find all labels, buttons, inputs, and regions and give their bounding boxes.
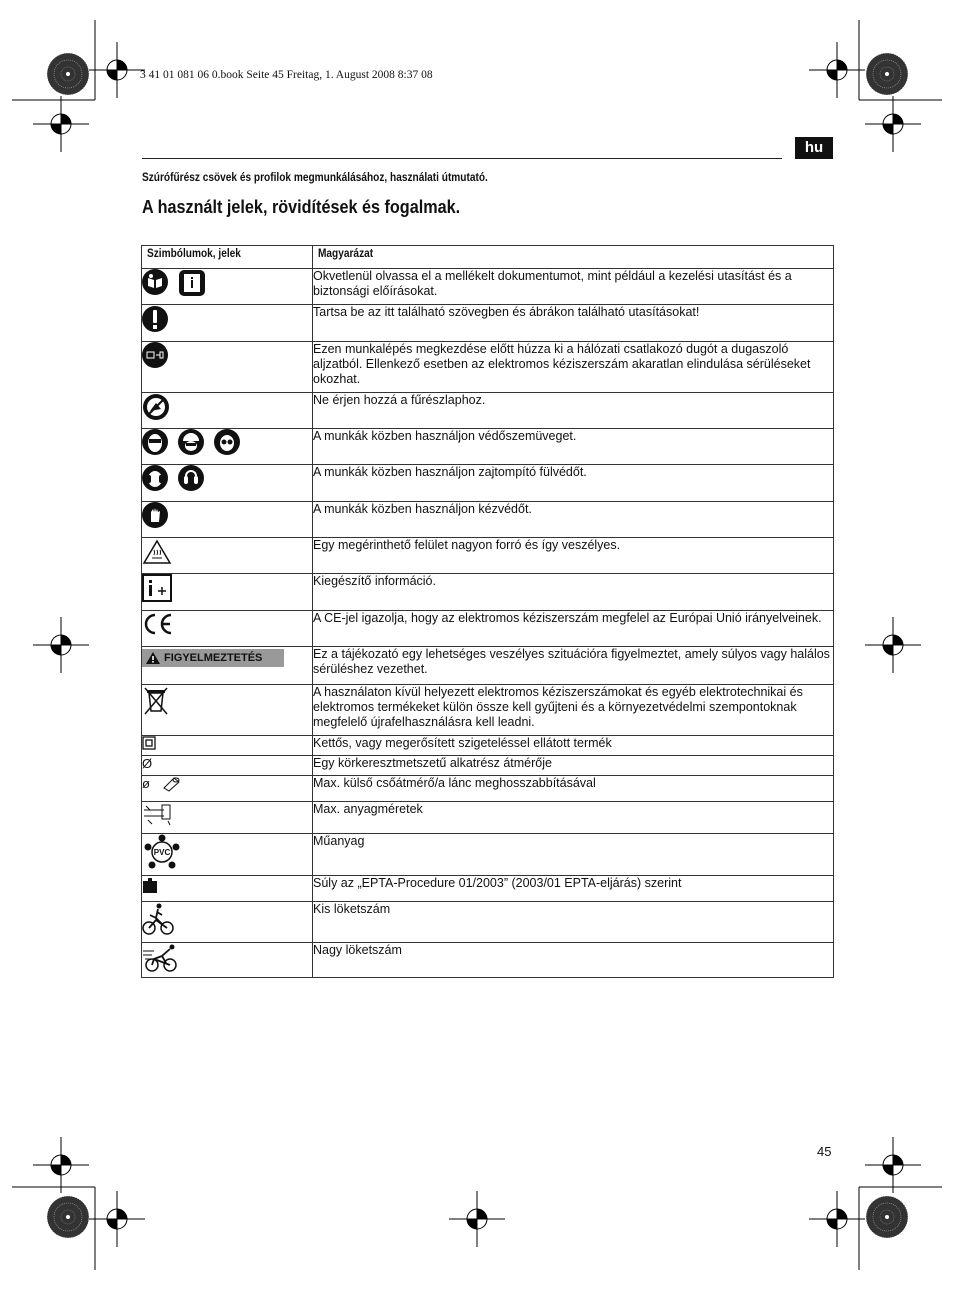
table-row [142, 574, 834, 611]
svg-text:PVC: PVC [153, 848, 171, 857]
symbol-cell [142, 502, 313, 538]
symbol-cell [142, 465, 313, 502]
symbol-cell [142, 943, 313, 978]
explanation-cell: Ne érjen hozzá a fűrészlaphoz. [313, 393, 834, 429]
explanation-cell: Max. külső csőátmérő/a lánc meghosszabbításával [313, 776, 834, 802]
table-row [142, 502, 834, 538]
explanation-cell: Műanyag [313, 834, 834, 876]
symbol-cell [142, 756, 313, 776]
weight-icon [142, 876, 158, 894]
explanation-cell: Kiegészítő információ. [313, 574, 834, 611]
additional-info-icon [142, 574, 172, 602]
explanation-cell: Kettős, vagy megerősített szigeteléssel ellátott termék [313, 736, 834, 756]
crossed-bin-icon [142, 685, 170, 717]
table-row [142, 429, 834, 465]
explanation-cell: A használaton kívül helyezett elektromos kéziszerszámokat és egyéb elektrotechnikai és elektromos termékeket külön össze kell gyűjteni és a környezetvédelmi szempontoknak megfelelő újrafelhasználásra kell leadni. [313, 685, 834, 736]
page-number: 45 [817, 1144, 832, 1159]
helmet-goggles-icon [178, 429, 204, 455]
column-header-explanation: Magyarázat [313, 246, 834, 269]
explanation-cell: Egy körkeresztmetszetű alkatrész átmérője [313, 756, 834, 776]
symbol-cell [142, 574, 313, 611]
high-stroke-bicycle-icon [142, 943, 180, 973]
table-row [142, 647, 834, 685]
material-dimensions-icon [142, 802, 174, 828]
pipe-diameter-chain-icon [160, 776, 182, 792]
explanation-cell: Nagy löketszám [313, 943, 834, 978]
explanation-cell: Ezen munkalépés megkezdése előtt húzza ki a hálózati csatlakozó dugót a dugaszoló aljzatból. Ellenkező esetben az elektromos kéziszerszám akaratlan elindulása sérüléseket okozhat. [313, 342, 834, 393]
table-row [142, 834, 834, 876]
safety-goggles-icon [214, 429, 240, 455]
symbol-cell [142, 611, 313, 647]
ear-protection-icon [142, 465, 168, 491]
symbol-cell [142, 876, 313, 902]
symbol-cell [142, 902, 313, 943]
table-row [142, 305, 834, 342]
table-row [142, 736, 834, 756]
table-header-row [142, 246, 834, 269]
table-row [142, 538, 834, 574]
warning-label-text: FIGYELMEZTETÉS [164, 652, 263, 664]
symbols-table [141, 245, 834, 978]
no-touch-blade-icon [142, 393, 170, 421]
explanation-cell: A munkák közben használjon kézvédőt. [313, 502, 834, 538]
symbol-cell [142, 305, 313, 342]
ear-muffs-icon [178, 465, 204, 491]
explanation-cell: A CE-jel igazolja, hogy az elektromos kéziszerszám megfelel az Európai Unió irányelveinek. [313, 611, 834, 647]
header-rule [142, 158, 782, 159]
ce-mark-icon [142, 611, 174, 637]
symbol-cell [142, 736, 313, 756]
explanation-cell: Ez a tájékozató egy lehetséges veszélyes szituációra figyelmeztet, amely súlyos vagy halálos sérüléshez vezethet. [313, 647, 834, 685]
symbol-cell [142, 393, 313, 429]
table-row [142, 611, 834, 647]
exclamation-mandatory-icon [142, 305, 168, 333]
manual-book-icon [142, 269, 168, 295]
gloves-icon [142, 502, 168, 528]
unplug-icon [142, 342, 168, 368]
explanation-cell: Súly az „EPTA-Procedure 01/2003” (2003/01 EPTA-eljárás) szerint [313, 876, 834, 902]
low-stroke-bicycle-icon [142, 902, 174, 936]
double-insulation-icon [142, 736, 156, 750]
table-row [142, 393, 834, 429]
explanation-cell: Okvetlenül olvassa el a mellékelt dokumentumot, mint például a kezelési utasítást és a biztonsági előírásokat. [313, 269, 834, 305]
explanation-cell: Kis löketszám [313, 902, 834, 943]
table-row [142, 465, 834, 502]
document-subtitle: Szúrófűrész csövek és profilok megmunkálásához, használati útmutató. [142, 172, 488, 184]
table-row [142, 802, 834, 834]
symbol-cell [142, 685, 313, 736]
column-header-symbols: Szimbólumok, jelek [142, 246, 313, 269]
diameter-icon: Ø [142, 756, 153, 771]
table-row [142, 269, 834, 305]
table-row [142, 756, 834, 776]
pipe-diameter-symbol: ø [142, 776, 150, 791]
pvc-plastic-icon [142, 834, 182, 870]
symbol-cell [142, 647, 313, 685]
language-badge: hu [795, 137, 833, 159]
face-shield-icon [142, 429, 168, 455]
symbol-cell [142, 269, 313, 305]
table-row [142, 902, 834, 943]
file-meta: 3 41 01 081 06 0.book Seite 45 Freitag, 1. August 2008 8:37 08 [140, 69, 433, 81]
symbol-cell [142, 776, 313, 802]
warning-triangle-icon [146, 652, 160, 664]
table-row [142, 943, 834, 978]
symbol-cell [142, 802, 313, 834]
table-row [142, 776, 834, 802]
explanation-cell: Egy megérinthető felület nagyon forró és így veszélyes. [313, 538, 834, 574]
table-row [142, 342, 834, 393]
symbol-cell [142, 834, 313, 876]
explanation-cell: A munkák közben használjon védőszemüveget. [313, 429, 834, 465]
table-row [142, 685, 834, 736]
explanation-cell: Max. anyagméretek [313, 802, 834, 834]
symbol-cell [142, 342, 313, 393]
info-book-icon [178, 269, 206, 297]
symbol-cell [142, 429, 313, 465]
warning-label [142, 649, 284, 667]
symbol-cell [142, 538, 313, 574]
table-row [142, 876, 834, 902]
hot-surface-warning-icon [142, 538, 172, 566]
section-title: A használt jelek, rövidítések és fogalmak. [142, 197, 461, 217]
explanation-cell: Tartsa be az itt található szövegben és ábrákon található utasításokat! [313, 305, 834, 342]
explanation-cell: A munkák közben használjon zajtompító fülvédőt. [313, 465, 834, 502]
